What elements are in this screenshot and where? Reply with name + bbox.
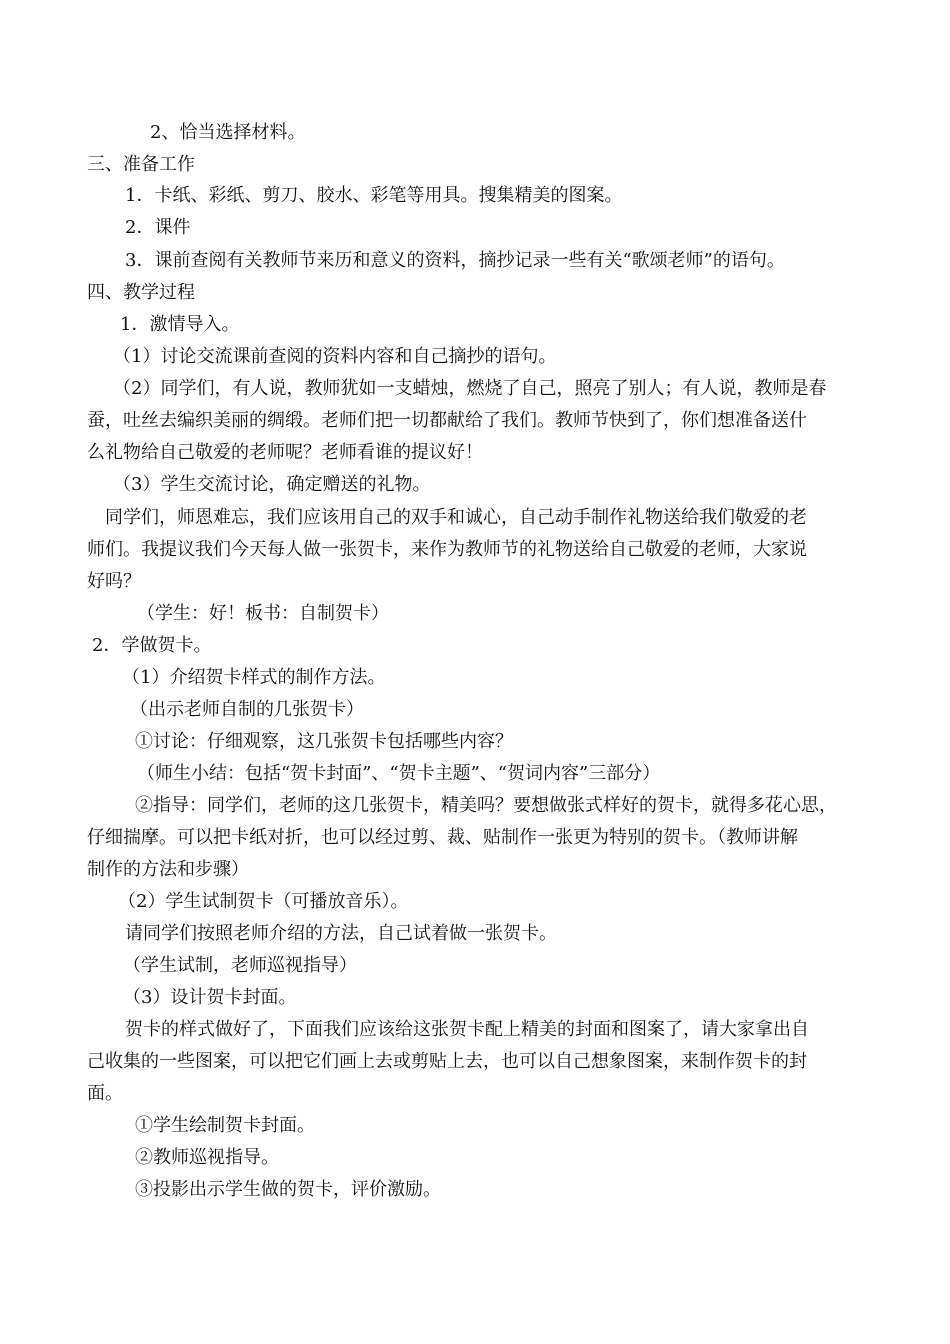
- text-line: （1）讨论交流课前查阅的资料内容和自己摘抄的语句。: [113, 346, 557, 367]
- text-line: 师们。我提议我们今天每人做一张贺卡，来作为教师节的礼物送给自己敬爱的老师，大家说: [87, 539, 807, 560]
- text-line: 贺卡的样式做好了，下面我们应该给这张贺卡配上精美的封面和图案了，请大家拿出自: [125, 1019, 809, 1040]
- section-heading: 三、准备工作: [87, 154, 195, 175]
- text-line: 2、恰当选择材料。: [150, 122, 306, 143]
- text-line: （3）设计贺卡封面。: [123, 987, 297, 1008]
- text-line: 仔细揣摩。可以把卡纸对折，也可以经过剪、裁、贴制作一张更为特别的贺卡。（教师讲解: [87, 827, 798, 848]
- text-line: 么礼物给自己敬爱的老师呢？老师看谁的提议好！: [87, 442, 483, 463]
- text-line: （2）同学们，有人说，教师犹如一支蜡烛，燃烧了自己，照亮了别人；有人说，教师是春: [113, 378, 827, 399]
- text-line: 1．卡纸、彩纸、剪刀、胶水、彩笔等用具。搜集精美的图案。: [125, 185, 623, 206]
- text-line: 2．课件: [125, 217, 191, 238]
- text-line: 请同学们按照老师介绍的方法，自己试着做一张贺卡。: [125, 923, 557, 944]
- text-line: 2．学做贺卡。: [92, 635, 212, 656]
- text-line: （3）学生交流讨论，确定赠送的礼物。: [113, 474, 431, 495]
- text-line: 好吗？: [87, 571, 141, 592]
- text-line: ①讨论：仔细观察，这几张贺卡包括哪些内容？: [135, 731, 513, 752]
- text-line: 己收集的一些图案，可以把它们画上去或剪贴上去，也可以自己想象图案，来制作贺卡的封: [87, 1051, 807, 1072]
- text-line: ①学生绘制贺卡封面。: [135, 1115, 315, 1136]
- text-line: （学生试制，老师巡视指导）: [123, 955, 357, 976]
- text-line: 同学们，师恩难忘，我们应该用自己的双手和诚心，自己动手制作礼物送给我们敬爱的老: [105, 507, 807, 528]
- text-line: 蚕，吐丝去编织美丽的绸缎。老师们把一切都献给了我们。教师节快到了，你们想准备送什: [87, 410, 807, 431]
- section-heading: 四、教学过程: [87, 282, 195, 303]
- text-line: （学生：好！板书：自制贺卡）: [137, 603, 389, 624]
- text-line: 3．课前查阅有关教师节来历和意义的资料，摘抄记录一些有关“歌颂老师”的语句。: [125, 250, 785, 271]
- text-line: （1）介绍贺卡样式的制作方法。: [122, 667, 386, 688]
- text-line: ②指导：同学们，老师的这几张贺卡，精美吗？要想做张式样好的贺卡，就得多花心思，: [135, 795, 837, 816]
- text-line: （2）学生试制贺卡（可播放音乐）。: [118, 891, 409, 912]
- text-line: ③投影出示学生做的贺卡，评价激励。: [135, 1179, 441, 1200]
- text-line: （师生小结：包括“贺卡封面”、“贺卡主题”、“贺词内容”三部分）: [137, 763, 661, 784]
- text-line: 1．激情导入。: [120, 314, 240, 335]
- text-line: ②教师巡视指导。: [135, 1147, 279, 1168]
- text-line: 面。: [87, 1083, 123, 1104]
- text-line: 制作的方法和步骤）: [87, 859, 249, 880]
- text-line: （出示老师自制的几张贺卡）: [130, 699, 364, 720]
